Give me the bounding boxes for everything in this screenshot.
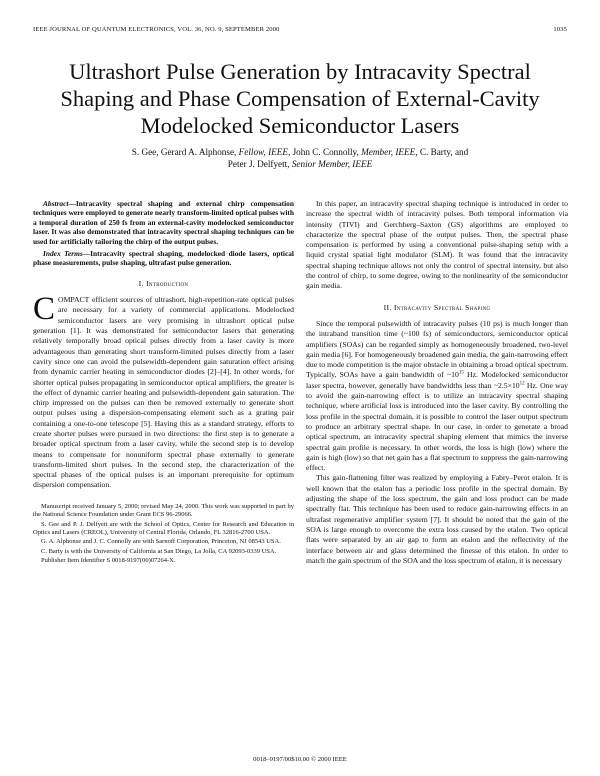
body-paragraph <box>306 319 568 473</box>
section-heading-spectral-shaping: II. Intracavity Spectral Shaping <box>383 302 491 312</box>
index-terms-lead: Index Terms— <box>43 249 91 259</box>
drop-cap: C <box>33 291 56 328</box>
paper-title <box>20 58 580 139</box>
footnote: S. Gee and P. J. Delfyett are with the School of Optics, Center for Research and Education in Optics and Lasers (CREOL), University of Central Florida, Orlando, FL 32816-2700 USA. <box>33 520 294 536</box>
author-role: Senior Member, IEEE <box>291 159 373 169</box>
index-terms <box>33 249 294 268</box>
title-line: Modelocked Semiconductor Lasers <box>140 113 460 138</box>
author-text: , John C. Connolly, <box>287 147 362 157</box>
page-number: 1035 <box>553 26 567 33</box>
abstract <box>33 199 294 246</box>
body-text: Since the temporal pulsewidth of intracavity pulses (10 ps) is much longer than the intraband transition time (~100 fs) of semiconductors, semiconductor optical amplifiers (SOAs) can be regarded simply as homogeneously broadened, two-level gain media [6]. For homogeneously broadened gain media, the gain-narrowing effect due to mode competition is the major obstacle in obtaining a broad optical spectrum. Typically, SOAs have a gain bandwidth of ~10 <box>306 318 568 380</box>
left-column <box>33 199 294 567</box>
lead-word: OMPACT <box>58 295 90 305</box>
index-terms-text: Intracavity spectral shaping, modelocked diode lasers, optical phase measurements, pulse shaping, ultrafast pulse generation. <box>33 249 294 268</box>
footnote: C. Barty is with the University of California at San Diego, La Jolla, CA 92093-0339 USA. <box>41 547 277 555</box>
exponent: 12 <box>519 381 525 387</box>
footnote: Manuscript received January 5, 2000; revised May 24, 2000. This work was supported in part by the National Science Foundation under Grant ECS 96-29066. <box>33 502 294 519</box>
author-text: S. Gee, Gerard A. Alphonse, <box>131 147 239 157</box>
footnotes <box>33 503 294 566</box>
journal-name: IEEE JOURNAL OF QUANTUM ELECTRONICS, VOL. 36, NO. 9, SEPTEMBER 2000 <box>33 26 280 33</box>
copyright-footer: 0018–9197/00$10.00 © 2000 IEEE <box>253 756 347 763</box>
abstract-text: Intracavity spectral shaping and external chirp compensation techniques were employed to generate nearly transform-limited optical pulses with a temporal duration of 250 fs from an external-cavity modelocked semiconductor laser. It was also demonstrated that intracavity spectral shaping techniques can be used for artificially tailoring the chirp of the output pulses. <box>33 199 294 246</box>
author-role: Fellow, IEEE <box>238 147 288 157</box>
running-header <box>33 26 567 33</box>
footnote: Publisher Item Identifier S 0018-9197(00)07264-X. <box>41 557 176 565</box>
intro-paragraph <box>33 291 294 491</box>
title-line: Shaping and Phase Compensation of External-Cavity <box>60 86 540 111</box>
body-paragraph: This gain-flattening filter was realized by employing a Fabry–Perot etalon. It is well known that the etalon has a periodic loss profile in the spectral domain. By adjusting the shape of the loss spectrum, the gain and loss product can be made spectrally flat. This technique has been used to reduce gain-narrowing effects in an ultrafast regenerative amplifier system [7]. It should be noted that the gain of the SOA is large enough to overcome the extra loss caused by the etalon. Two optical flats were separated by an air gap to form an etalon and the reflectivity of the interface between air and glass determined the finesse of this etalon. In order to match the gain spectrum of the SOA and the loss spectrum of etalon, it is necessary <box>306 473 568 565</box>
author-list <box>40 146 560 170</box>
author-line <box>40 158 560 170</box>
author-text: , C. Barty, and <box>415 147 469 157</box>
author-role: Member, IEEE <box>361 147 416 157</box>
right-column <box>306 199 568 566</box>
intro-text: efficient sources of ultrashort, high-repetition-rate optical pulses are necessary for a variety of commercial applications. Modelocked semiconductor lasers are very promising in ultrashort optical pulse generation [1]. It was demonstrated for semiconductor lasers that generating relatively temporally broad optical pulses directly from a laser cavity is more advantageous than generating short transform-limited pulses directly from a laser cavity since one can avoid the pulsewidth-dependent gain saturation effect arising from dynamic carrier heating in semiconductor diodes [2]–[4]. In other words, for shorter optical pulses propagating in semiconductor optical amplifiers, the greater is the effect of dynamic carrier heating and pulsewidth-dependent gain saturation. The chirp impressed on the pulses can then be removed externally to generate short output pulses using a dispersion-compensating element such as a grating pair containing a one-to-one telescope [5]. Having this as a standard strategy, efforts to create shorter pulses were pursued in two directions: the first step is to generate a broader optical spectrum from a laser cavity, while the second step is to develop means to compensate for nonuniform spectral phase externally to generate transform-limited short pulses. In the second step, the characterization of the spectral phases of the optical pulses is an important prerequisite for optimum dispersion compensation. <box>33 295 294 490</box>
footnote: G. A. Alphonse and J. C. Connolly are with Sarnoff Corporation, Princeton, NJ 08543 USA. <box>41 538 281 546</box>
author-line <box>40 146 560 158</box>
body-text: Hz. Modelocked semiconductor laser spectra, however, generally have bandwidths less than ~2.5×10 <box>306 370 568 390</box>
body-text: Hz. One way to avoid the gain-narrowing effect is to utilize an intracavity spectral shaping technique, where artificial loss is introduced into the laser cavity. By controlling the loss profile in the spectral domain, it is possible to control the laser output spectrum to produce an arbitrary spectral shape. In our case, in order to generate a broad optical spectrum, an intracavity spectral shaping element that mimics the inverse spectral gain profile is necessary. In other words, the loss is high (low) where the gain is high (low) so that net gain has a flat spectrum to suppress the gain-narrowing effect. <box>306 380 568 473</box>
exponent: 15 <box>458 370 464 376</box>
author-text: Peter J. Delfyett, <box>227 159 292 169</box>
title-line: Ultrashort Pulse Generation by Intracavity Spectral <box>69 59 531 84</box>
body-paragraph: In this paper, an intracavity spectral shaping technique is introduced in order to increase the spectral width of intracavity pulses. Both temporal information via intensity (TIVI) and Gerchberg–Saxton (GS) algorithms are employed to characterize the spectral phase of the output pulses. Then, the spectral phase compensation is performed by using a conventional pulse-shaping setup with a liquid crystal spatial light modulator (SLM). It was found that the intracavity spectral shaping technique allows not only the control of spectral intensity, but also the control of chirp, to some degree, owing to the nonlinearity of the semiconductor gain media. <box>306 199 568 291</box>
section-heading-introduction: I. Introduction <box>138 278 189 288</box>
abstract-lead: Abstract— <box>43 199 76 208</box>
